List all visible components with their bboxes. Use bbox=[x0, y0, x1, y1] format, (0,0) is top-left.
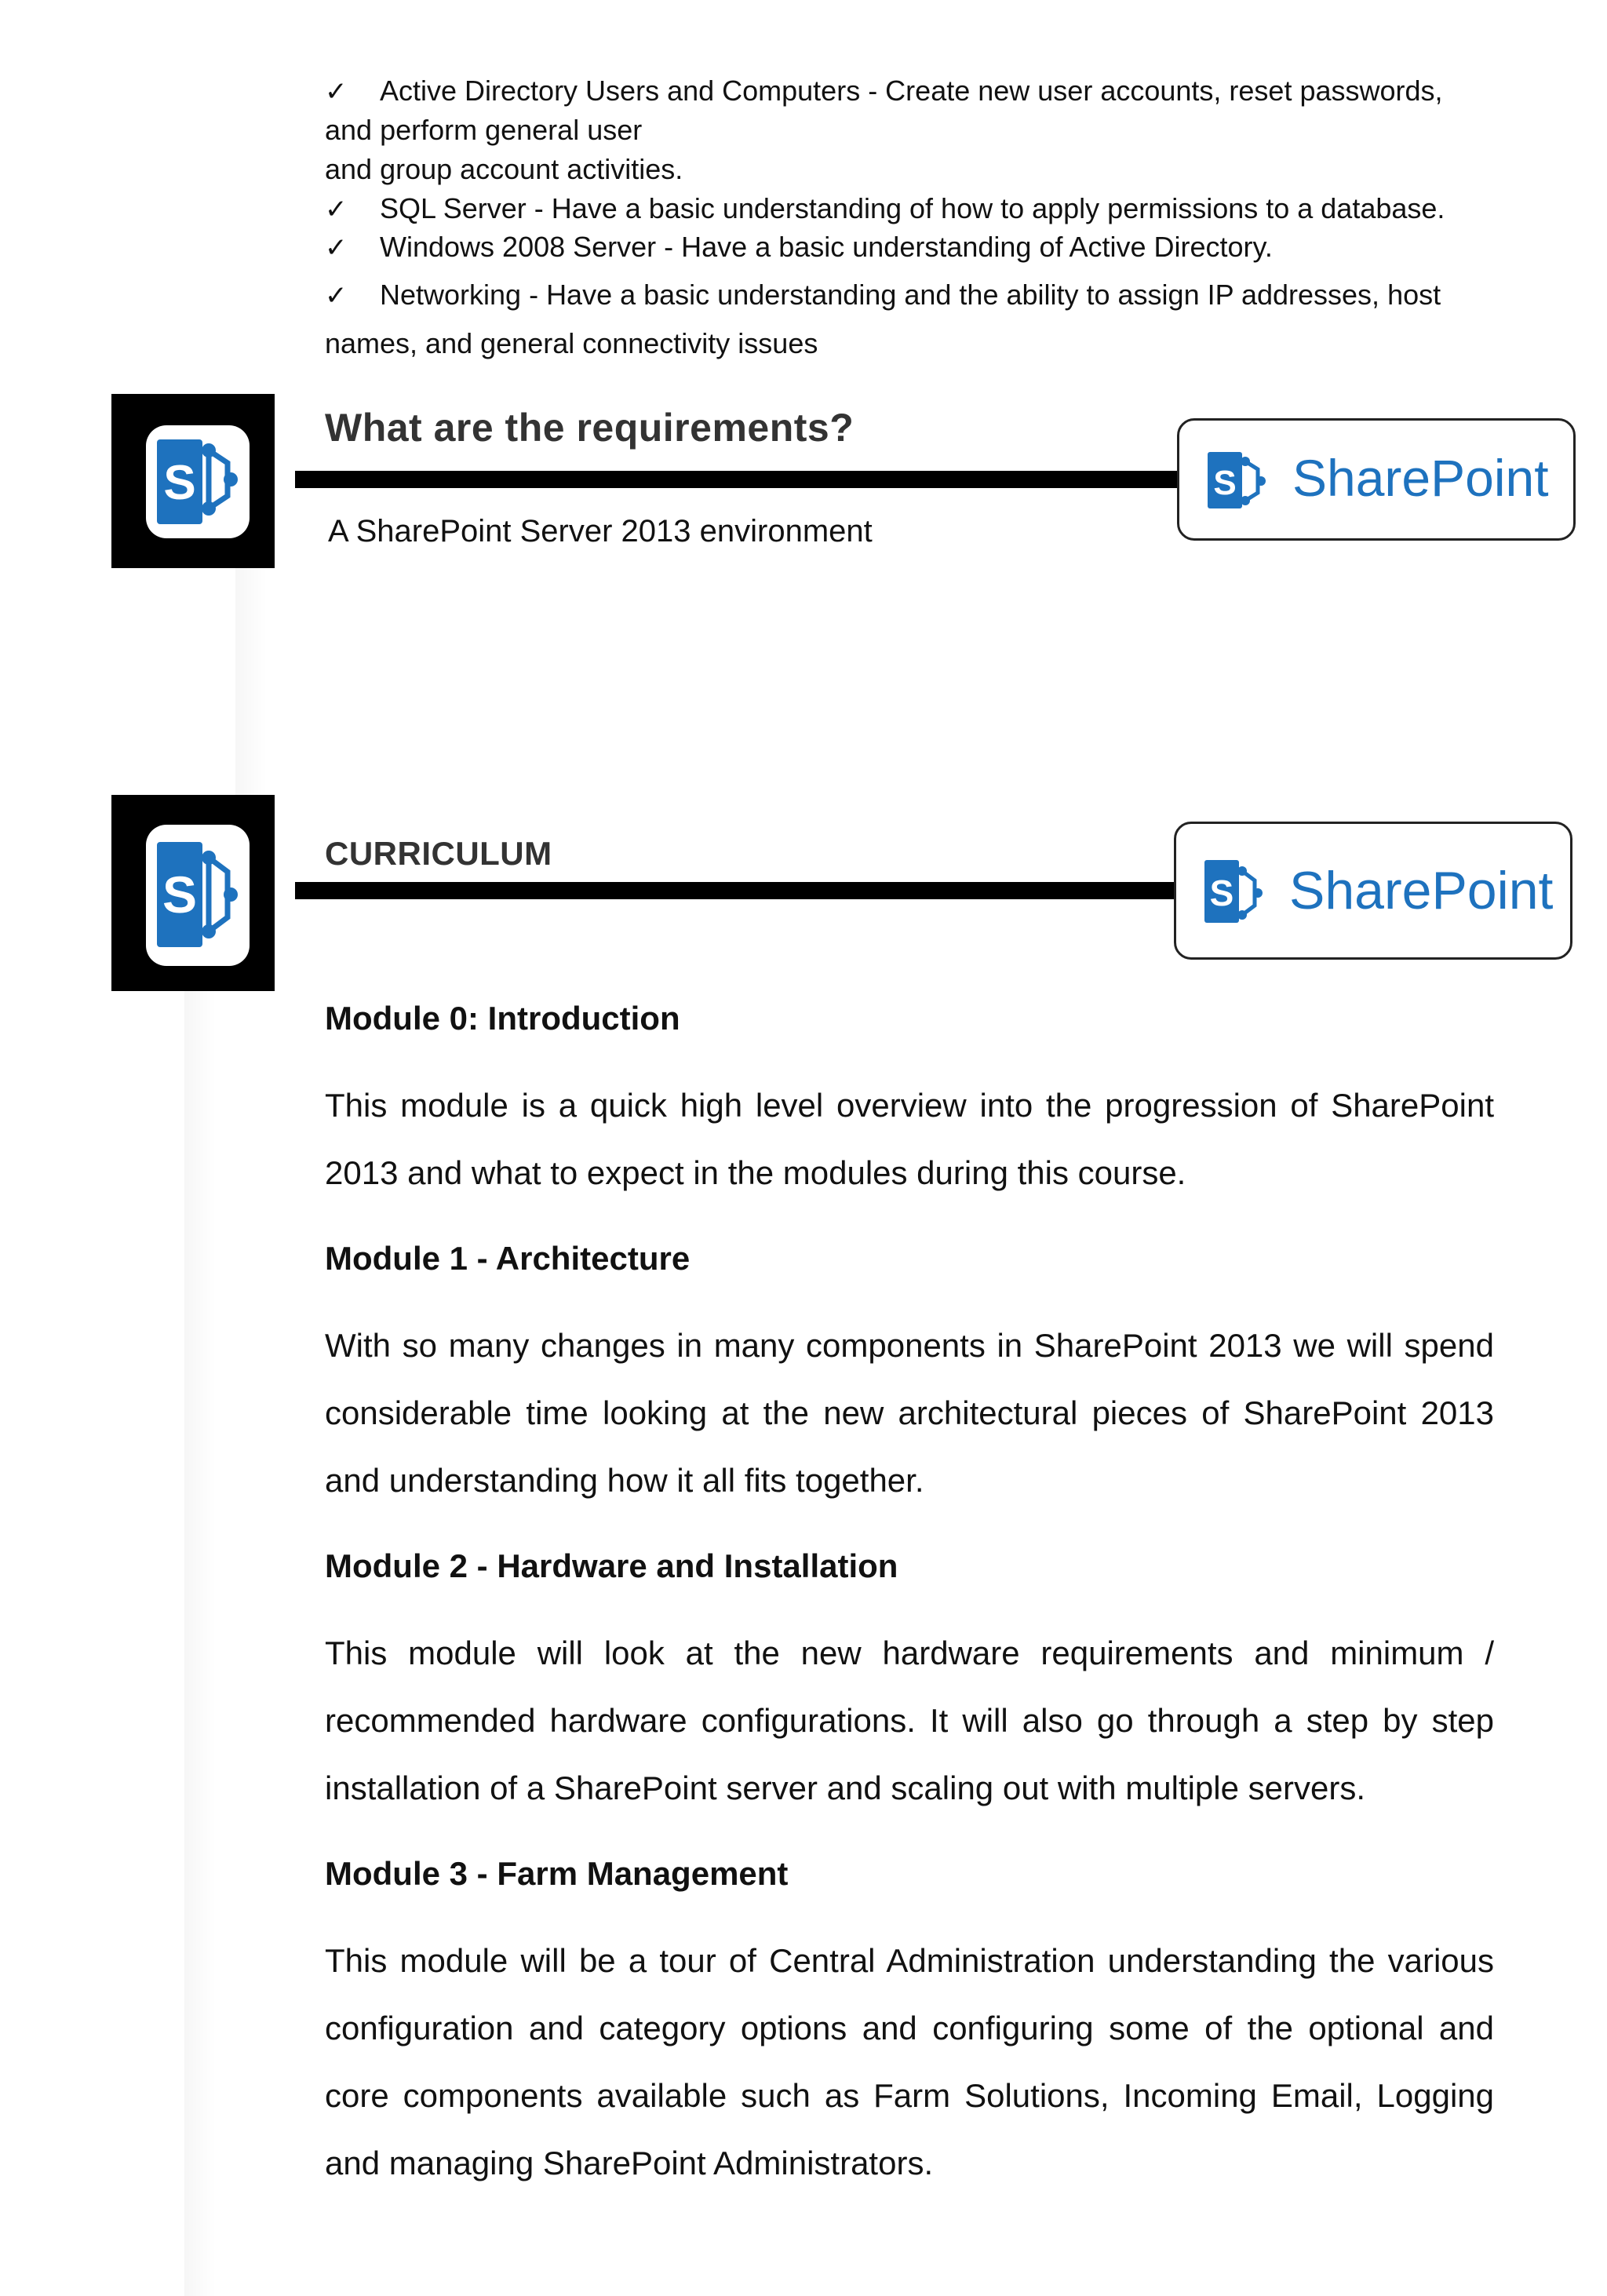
list-item-text: Active Directory Users and Computers - Create new user accounts, reset passwords, bbox=[380, 75, 1443, 107]
section-divider bbox=[295, 471, 1182, 488]
checkmark-icon: ✓ bbox=[325, 233, 348, 263]
list-item-continuation: names, and general connectivity issues bbox=[325, 327, 818, 359]
list-item bbox=[325, 228, 1273, 267]
list-item-continuation: and perform general user bbox=[325, 114, 643, 146]
list-item-continuation: and group account activities. bbox=[325, 153, 683, 185]
module-title: Module 1 - Architecture bbox=[325, 1240, 691, 1277]
sharepoint-tile-icon bbox=[111, 795, 275, 991]
module-description: With so many changes in many components in SharePoint 2013 we will spend considerable time looking at the new architectural pieces of SharePoint 2013 and understanding how it all fits together. bbox=[325, 1327, 1494, 1499]
checkmark-icon: ✓ bbox=[325, 281, 348, 311]
sharepoint-s-glyph: S bbox=[1213, 464, 1237, 502]
sharepoint-logo bbox=[1174, 822, 1572, 960]
module-title: Module 0: Introduction bbox=[325, 1000, 680, 1037]
section-divider bbox=[295, 882, 1177, 899]
section-heading: What are the requirements? bbox=[325, 406, 855, 450]
sharepoint-logo bbox=[1177, 418, 1576, 541]
list-item-text: Networking - Have a basic understanding and the ability to assign IP addresses, host bbox=[380, 279, 1441, 311]
module-title: Module 3 - Farm Management bbox=[325, 1855, 789, 1892]
sharepoint-s-glyph: S bbox=[1209, 873, 1234, 913]
module-description: This module will look at the new hardware requirements and minimum / recommended hardware configurations. It will also go through a step by step installation of a SharePoint server and scaling out with multiple servers. bbox=[325, 1635, 1494, 1806]
section-heading: CURRICULUM bbox=[325, 835, 552, 872]
checkmark-icon: ✓ bbox=[325, 195, 348, 224]
page-shadow bbox=[184, 989, 216, 2296]
list-item-text: SQL Server - Have a basic understanding of how to apply permissions to a database. bbox=[380, 192, 1445, 224]
module-title: Module 2 - Hardware and Installation bbox=[325, 1547, 898, 1584]
requirements-text: A SharePoint Server 2013 environment bbox=[328, 514, 873, 548]
sharepoint-wordmark: SharePoint bbox=[1289, 861, 1554, 920]
module-description: This module is a quick high level overview into the progression of SharePoint 2013 and what to expect in the modules during this course. bbox=[325, 1087, 1494, 1191]
sharepoint-wordmark: SharePoint bbox=[1292, 449, 1549, 507]
list-item-text: Windows 2008 Server - Have a basic understanding of Active Directory. bbox=[380, 231, 1273, 263]
sharepoint-tile-icon bbox=[111, 394, 275, 568]
module-description: This module will be a tour of Central Administration understanding the various configuration and category options and configuring some of the optional and core components available such as Farm Solutions, Incoming Email, Logging and managing SharePoint Administrators. bbox=[325, 1942, 1494, 2181]
sharepoint-s-glyph: S bbox=[162, 866, 198, 924]
list-item bbox=[325, 190, 1445, 228]
sharepoint-s-glyph: S bbox=[163, 456, 196, 510]
list-item bbox=[325, 72, 1443, 111]
checkmark-icon: ✓ bbox=[325, 77, 348, 107]
list-item bbox=[325, 276, 1441, 315]
